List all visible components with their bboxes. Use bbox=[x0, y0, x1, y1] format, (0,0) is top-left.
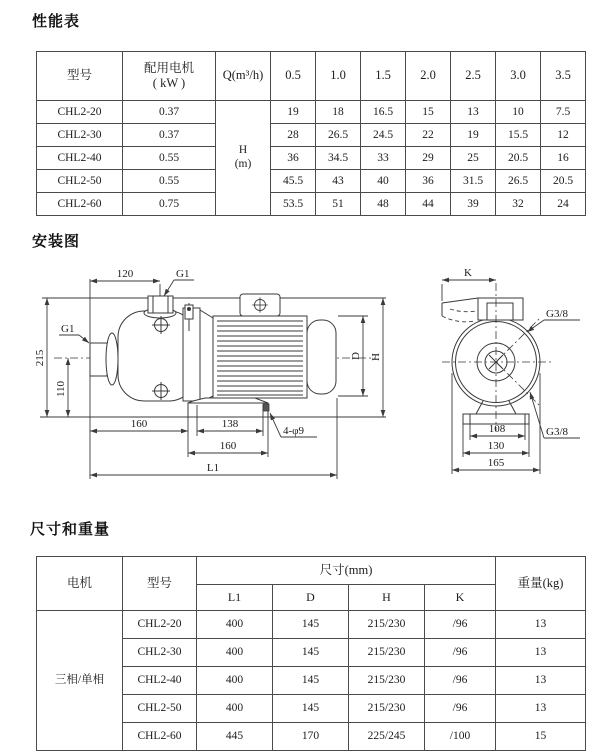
cell-h: 25 bbox=[451, 147, 496, 170]
cell-h: 13 bbox=[451, 101, 496, 124]
cell-h: 32 bbox=[496, 193, 541, 216]
col-header-motor-line2: ( kW ) bbox=[152, 76, 186, 90]
cell-d: 145 bbox=[273, 611, 349, 639]
plug-label-g38-bottom: G3/8 bbox=[546, 426, 568, 438]
cell-h: 45.5 bbox=[271, 170, 316, 193]
col-header-h: H bbox=[349, 585, 425, 611]
col-header-flow-2.0: 2.0 bbox=[406, 52, 451, 101]
pump-side-view bbox=[34, 268, 386, 479]
cell-k: /96 bbox=[425, 639, 496, 667]
cell-h: 16.5 bbox=[361, 101, 406, 124]
head-unit-line1: H bbox=[238, 144, 248, 157]
cell-h: 20.5 bbox=[541, 170, 586, 193]
cell-h: 215/230 bbox=[349, 639, 425, 667]
table-row bbox=[37, 170, 586, 193]
cell-h: 26.5 bbox=[496, 170, 541, 193]
col-header-flow-1.5: 1.5 bbox=[361, 52, 406, 101]
col-header-weight: 重量(kg) bbox=[496, 557, 586, 611]
installation-diagram bbox=[30, 253, 590, 503]
cell-h: 18 bbox=[316, 101, 361, 124]
cell-h: 12 bbox=[541, 124, 586, 147]
cell-weight: 13 bbox=[496, 611, 586, 639]
dim-label-108: 108 bbox=[488, 423, 506, 435]
performance-header-row bbox=[37, 52, 586, 101]
mount-holes-label: 4-φ9 bbox=[283, 425, 305, 437]
cell-k: /96 bbox=[425, 611, 496, 639]
dimension-header-row1 bbox=[37, 557, 586, 585]
port-label-g1-top: G1 bbox=[176, 268, 190, 280]
end-view-outline bbox=[442, 283, 554, 431]
port-label-g1-left: G1 bbox=[61, 323, 75, 335]
cell-model: CHL2-20 bbox=[123, 611, 197, 639]
cell-h: 24.5 bbox=[361, 124, 406, 147]
cell-h: 225/245 bbox=[349, 723, 425, 751]
cell-motor-type: 三相/单相 bbox=[37, 611, 123, 751]
cell-d: 170 bbox=[273, 723, 349, 751]
cell-h: 215/230 bbox=[349, 667, 425, 695]
cell-model: CHL2-60 bbox=[37, 193, 123, 216]
col-header-flow-3.0: 3.0 bbox=[496, 52, 541, 101]
dim-label-130: 130 bbox=[487, 440, 505, 452]
cell-h: 7.5 bbox=[541, 101, 586, 124]
cell-l1: 400 bbox=[197, 611, 273, 639]
col-header-flow: Q(m³/h) bbox=[216, 52, 271, 101]
cell-weight: 13 bbox=[496, 667, 586, 695]
dim-label-d: D bbox=[350, 352, 362, 360]
cell-h: 24 bbox=[541, 193, 586, 216]
cell-h: 43 bbox=[316, 170, 361, 193]
performance-section-title: 性能表 bbox=[32, 12, 81, 30]
cell-h: 28 bbox=[271, 124, 316, 147]
cell-d: 145 bbox=[273, 667, 349, 695]
cell-h: 40 bbox=[361, 170, 406, 193]
cell-model: CHL2-30 bbox=[37, 124, 123, 147]
col-header-l1: L1 bbox=[197, 585, 273, 611]
cell-head-unit bbox=[216, 101, 271, 216]
cell-weight: 13 bbox=[496, 639, 586, 667]
cell-d: 145 bbox=[273, 695, 349, 723]
col-header-flow-1.0: 1.0 bbox=[316, 52, 361, 101]
col-header-motor-line1: 配用电机 bbox=[143, 61, 194, 75]
cell-k: /96 bbox=[425, 667, 496, 695]
cell-model: CHL2-50 bbox=[37, 170, 123, 193]
cell-l1: 400 bbox=[197, 695, 273, 723]
cell-power: 0.55 bbox=[123, 147, 216, 170]
cell-k: /96 bbox=[425, 695, 496, 723]
pump-end-view bbox=[442, 267, 580, 474]
cell-power: 0.55 bbox=[123, 170, 216, 193]
installation-section-title: 安装图 bbox=[32, 232, 81, 250]
cell-power: 0.37 bbox=[123, 101, 216, 124]
dimension-weight-table bbox=[36, 556, 586, 751]
cell-h: 19 bbox=[271, 101, 316, 124]
cell-h: 44 bbox=[406, 193, 451, 216]
col-header-d: D bbox=[273, 585, 349, 611]
table-row bbox=[37, 124, 586, 147]
cell-h: 29 bbox=[406, 147, 451, 170]
cell-h: 10 bbox=[496, 101, 541, 124]
cell-h: 215/230 bbox=[349, 695, 425, 723]
cell-model: CHL2-40 bbox=[123, 667, 197, 695]
cell-model: CHL2-50 bbox=[123, 695, 197, 723]
head-unit-line2: (m) bbox=[234, 158, 252, 170]
dimensions-section-title: 尺寸和重量 bbox=[30, 520, 111, 538]
dim-label-160-foot: 160 bbox=[219, 440, 237, 452]
col-header-model: 型号 bbox=[37, 52, 123, 101]
col-header-flow-2.5: 2.5 bbox=[451, 52, 496, 101]
dim-label-120: 120 bbox=[116, 268, 134, 280]
cell-h: 20.5 bbox=[496, 147, 541, 170]
plug-label-g38-top: G3/8 bbox=[546, 308, 568, 320]
cell-h: 36 bbox=[271, 147, 316, 170]
dim-label-165: 165 bbox=[487, 457, 505, 469]
cell-h: 33 bbox=[361, 147, 406, 170]
cell-model: CHL2-60 bbox=[123, 723, 197, 751]
table-row bbox=[37, 193, 586, 216]
dim-label-h: H bbox=[370, 353, 382, 361]
table-row bbox=[37, 611, 586, 639]
cell-h: 15.5 bbox=[496, 124, 541, 147]
cell-model: CHL2-40 bbox=[37, 147, 123, 170]
cell-h: 26.5 bbox=[316, 124, 361, 147]
cell-h: 19 bbox=[451, 124, 496, 147]
cell-h: 53.5 bbox=[271, 193, 316, 216]
dim-label-110: 110 bbox=[55, 380, 67, 398]
cell-k: /100 bbox=[425, 723, 496, 751]
col-header-motor-type: 电机 bbox=[37, 557, 123, 611]
dim-label-215: 215 bbox=[34, 349, 46, 367]
cell-h: 34.5 bbox=[316, 147, 361, 170]
performance-table bbox=[36, 51, 586, 216]
col-header-flow-3.5: 3.5 bbox=[541, 52, 586, 101]
cell-l1: 400 bbox=[197, 639, 273, 667]
cell-h: 36 bbox=[406, 170, 451, 193]
cell-power: 0.37 bbox=[123, 124, 216, 147]
table-row bbox=[37, 147, 586, 170]
dim-label-138: 138 bbox=[221, 418, 239, 430]
cell-h: 31.5 bbox=[451, 170, 496, 193]
cell-model: CHL2-20 bbox=[37, 101, 123, 124]
col-header-model: 型号 bbox=[123, 557, 197, 611]
cell-h: 15 bbox=[406, 101, 451, 124]
col-header-size-group: 尺寸(mm) bbox=[197, 557, 496, 585]
table-row bbox=[37, 101, 586, 124]
cell-h: 48 bbox=[361, 193, 406, 216]
cell-h: 16 bbox=[541, 147, 586, 170]
cell-l1: 400 bbox=[197, 667, 273, 695]
col-header-motor bbox=[123, 52, 216, 101]
cell-h: 215/230 bbox=[349, 611, 425, 639]
cell-d: 145 bbox=[273, 639, 349, 667]
dim-label-k: K bbox=[464, 267, 472, 279]
col-header-k: K bbox=[425, 585, 496, 611]
cell-h: 39 bbox=[451, 193, 496, 216]
cell-power: 0.75 bbox=[123, 193, 216, 216]
cell-h: 51 bbox=[316, 193, 361, 216]
cell-weight: 15 bbox=[496, 723, 586, 751]
dim-label-l1: L1 bbox=[206, 462, 220, 474]
pump-body-outline bbox=[90, 294, 336, 417]
cell-l1: 445 bbox=[197, 723, 273, 751]
dim-label-160-left: 160 bbox=[130, 418, 148, 430]
cell-h: 22 bbox=[406, 124, 451, 147]
cell-weight: 13 bbox=[496, 695, 586, 723]
col-header-flow-0.5: 0.5 bbox=[271, 52, 316, 101]
cell-model: CHL2-30 bbox=[123, 639, 197, 667]
